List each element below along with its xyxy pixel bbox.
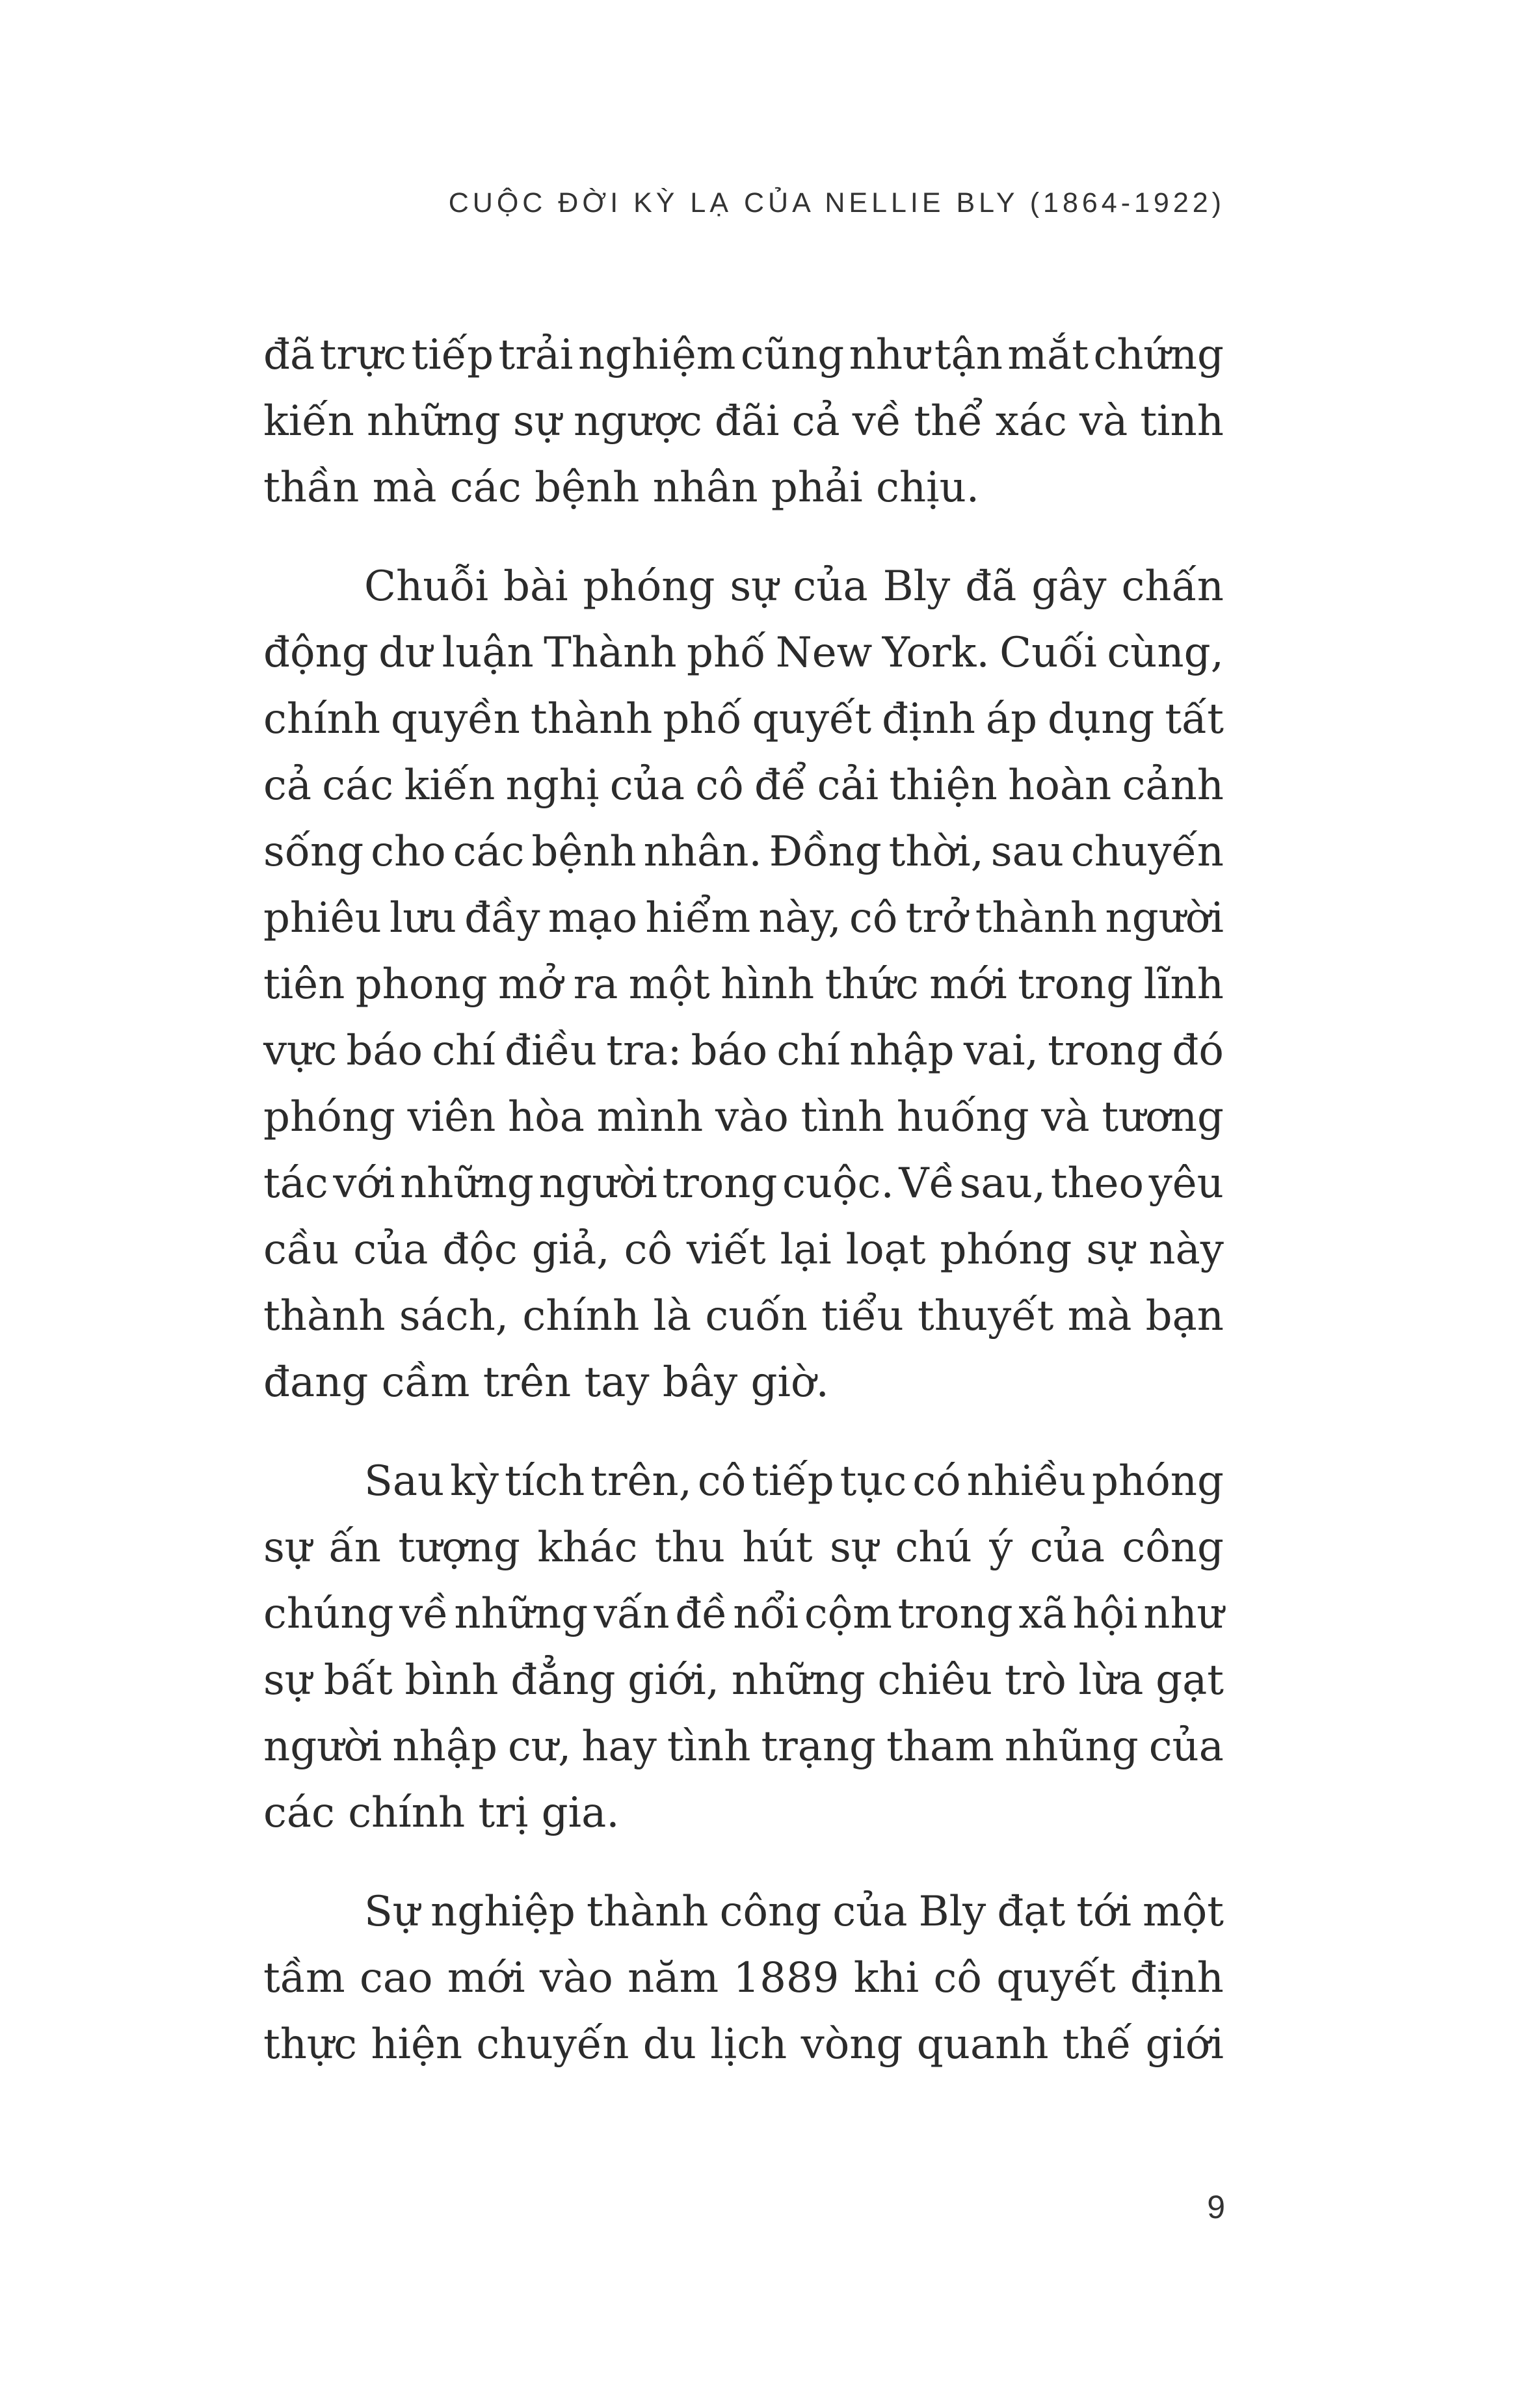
running-header: CUỘC ĐỜI KỲ LẠ CỦA NELLIE BLY (1864-1922): [448, 187, 1225, 218]
body-text: [263, 322, 1224, 2110]
text-line: sự bất bình đẳng giới, những chiêu trò lừa gạt: [263, 1656, 1224, 1704]
text-line: sống cho các bệnh nhân. Đồng thời, sau chuyến: [263, 828, 1224, 876]
text-line: đang cầm trên tay bây giờ.: [263, 1358, 829, 1407]
paragraph-1: [263, 322, 1224, 521]
text-line: phiêu lưu đầy mạo hiểm này, cô trở thành người: [263, 894, 1224, 942]
text-line: thần mà các bệnh nhân phải chịu.: [263, 464, 980, 512]
text-line: Sau kỳ tích trên, cô tiếp tục có nhiều phóng: [364, 1457, 1224, 1505]
paragraph-4: [263, 1879, 1224, 2078]
text-line: động dư luận Thành phố New York. Cuối cùng,: [263, 629, 1224, 677]
text-line: người nhập cư, hay tình trạng tham nhũng của: [263, 1723, 1224, 1771]
text-line: đã trực tiếp trải nghiệm cũng như tận mắt chứng: [263, 331, 1224, 379]
text-line: sự ấn tượng khác thu hút sự chú ý của công: [263, 1524, 1224, 1572]
text-line: thực hiện chuyến du lịch vòng quanh thế giới: [263, 2020, 1224, 2069]
text-line: Sự nghiệp thành công của Bly đạt tới một: [364, 1888, 1224, 1936]
text-line: tiên phong mở ra một hình thức mới trong lĩnh: [263, 960, 1224, 1009]
text-line: tác với những người trong cuộc. Về sau, theo yêu: [263, 1159, 1224, 1208]
text-line: kiến những sự ngược đãi cả về thể xác và tinh: [263, 397, 1224, 445]
text-line: phóng viên hòa mình vào tình huống và tương: [263, 1093, 1224, 1141]
text-line: các chính trị gia.: [263, 1789, 620, 1837]
text-line: thành sách, chính là cuốn tiểu thuyết mà bạn: [263, 1292, 1224, 1340]
paragraph-3: [263, 1448, 1224, 1846]
page-number: 9: [1207, 2189, 1225, 2225]
text-line: chúng về những vấn đề nổi cộm trong xã hội như: [263, 1590, 1224, 1638]
text-line: cả các kiến nghị của cô để cải thiện hoàn cảnh: [263, 761, 1224, 810]
text-line: chính quyền thành phố quyết định áp dụng tất: [263, 695, 1224, 743]
text-line: vực báo chí điều tra: báo chí nhập vai, trong đó: [263, 1027, 1224, 1075]
text-line: Chuỗi bài phóng sự của Bly đã gây chấn: [364, 562, 1224, 611]
text-line: cầu của độc giả, cô viết lại loạt phóng sự này: [263, 1226, 1224, 1274]
paragraph-2: [263, 553, 1224, 1416]
text-line: tầm cao mới vào năm 1889 khi cô quyết định: [263, 1954, 1224, 2002]
